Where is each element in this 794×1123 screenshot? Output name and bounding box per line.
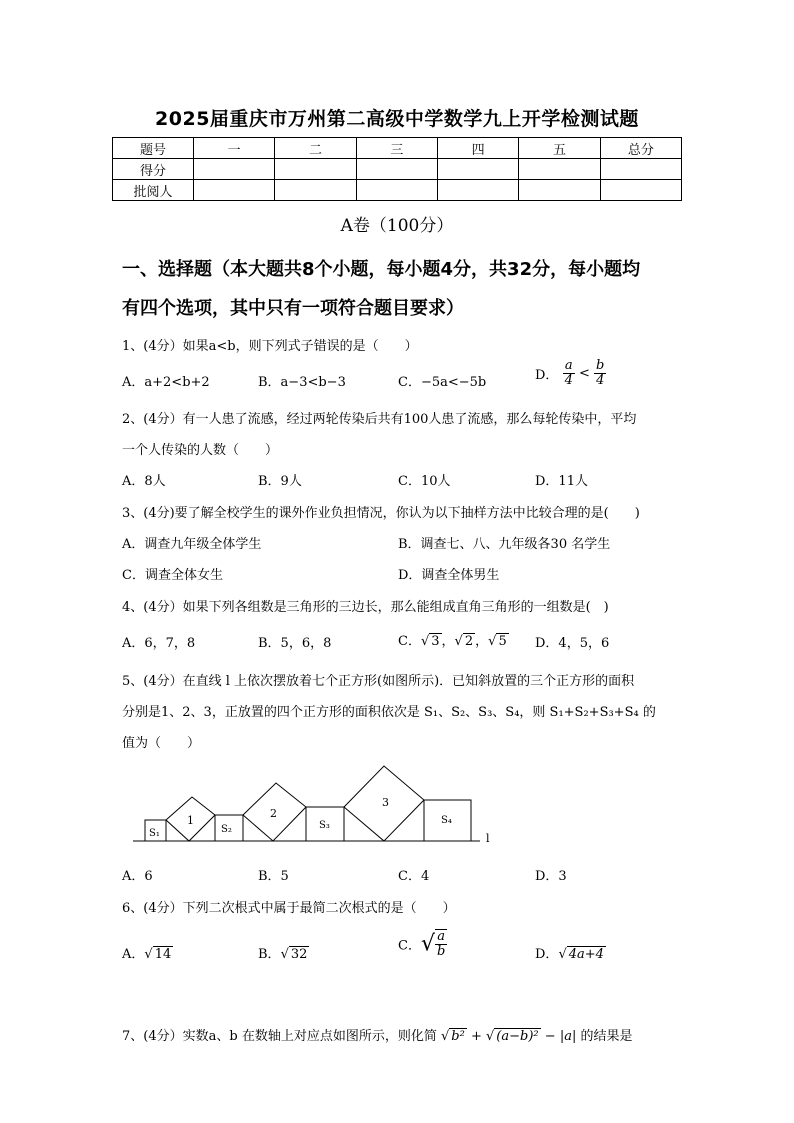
- q3-option-a[interactable]: A．调查九年级全体学生: [122, 537, 262, 552]
- question-4-stem: 4、(4分）如果下列各组数是三角形的三边长，那么能组成直角三角形的一组数是( ): [122, 600, 609, 615]
- q4-option-b[interactable]: B．5，6，8: [258, 636, 332, 651]
- question-1-stem: 1、(4分）如果a<b，则下列式子错误的是（ ）: [122, 339, 418, 354]
- radical: [153, 947, 174, 962]
- denominator: 4: [564, 373, 573, 388]
- sqrt-sign: √: [420, 634, 430, 649]
- question-3-stem: 3、(4分)要了解全校学生的课外作业负担情况，你认为以下抽样方法中比较合理的是( ): [122, 506, 640, 521]
- question-7-stem: [122, 1025, 632, 1044]
- radicand: b²: [451, 1029, 465, 1044]
- volume-heading: A卷（100分）: [340, 216, 454, 236]
- q1-option-b[interactable]: B．a−3<b−3: [258, 375, 346, 390]
- q2-option-b[interactable]: B．9人: [258, 474, 302, 489]
- s1-label: S₁: [149, 828, 160, 839]
- radicand: 5: [498, 634, 507, 649]
- q5-option-c[interactable]: C．4: [398, 869, 430, 884]
- operator: +: [470, 1029, 482, 1044]
- radical: [567, 947, 606, 962]
- sqrt-sign: √: [558, 947, 567, 962]
- q5-option-b[interactable]: B．5: [258, 869, 289, 884]
- question-5-line1: 5、(4分）在直线 l 上依次摆放着七个正方形(如图所示)．已知斜放置的三个正方形的面积: [122, 674, 635, 689]
- s4-label: S₄: [441, 815, 452, 826]
- q6-option-b[interactable]: [258, 943, 309, 962]
- q7-tail-text: 的结果是: [580, 1029, 633, 1044]
- absolute-value: |a|: [559, 1029, 577, 1044]
- radical: [289, 947, 310, 962]
- radicand: 14: [154, 947, 172, 962]
- sqrt-sign: √: [280, 947, 289, 962]
- radical: [449, 1029, 467, 1044]
- page-title: 2025届重庆市万州第二高级中学数学九上开学检测试题: [155, 108, 639, 130]
- q2-option-a[interactable]: A．8人: [122, 474, 166, 489]
- tilted-3-label: 3: [382, 796, 389, 809]
- numerator: a: [563, 359, 575, 374]
- tilted-1-label: 1: [187, 814, 194, 827]
- fraction: [435, 929, 447, 959]
- radicand: 4a+4: [568, 947, 604, 962]
- q6-option-a[interactable]: [122, 943, 173, 962]
- table-cell: 得分: [113, 159, 194, 180]
- table-cell: 批阅人: [113, 180, 194, 201]
- q4-option-d[interactable]: D．4，5，6: [535, 636, 610, 651]
- sqrt-sign: √: [440, 1029, 450, 1044]
- question-5-line2: 分别是1、2、3，正放置的四个正方形的面积依次是 S₁、S₂、S₃、S₄，则 S₁+S₂+S₃+S₄ 的: [122, 705, 656, 720]
- q1-d-label: D．: [535, 368, 559, 383]
- q4-c-label: C．: [398, 634, 421, 649]
- q3-option-d[interactable]: D．调查全体男生: [398, 568, 500, 583]
- q5-option-d[interactable]: D．3: [535, 869, 567, 884]
- numerator: b: [596, 358, 605, 373]
- table-cell: 总分: [600, 138, 681, 159]
- sqrt-sign: √: [488, 634, 497, 649]
- question-6-stem: 6、(4分）下列二次根式中属于最简二次根式的是（ ）: [122, 901, 456, 916]
- denominator: 4: [596, 373, 605, 388]
- q6-d-label: D．: [535, 947, 559, 962]
- tilted-2-label: 2: [270, 807, 277, 820]
- q4-option-a[interactable]: A．6，7，8: [122, 636, 196, 651]
- q5-option-a[interactable]: A．6: [122, 869, 153, 884]
- table-cell: 题号: [113, 138, 194, 159]
- table-cell: 一: [194, 138, 275, 159]
- q2-option-d[interactable]: D．11人: [535, 474, 588, 489]
- q3-option-b[interactable]: B．调查七、八、九年级各30 名学生: [398, 537, 611, 552]
- radicand: 32: [290, 947, 308, 962]
- s2-label: S₂: [221, 824, 232, 835]
- operator: <: [579, 366, 590, 381]
- q6-b-label: B．: [258, 947, 281, 962]
- q1-option-a[interactable]: A．a+2<b+2: [122, 375, 210, 390]
- sqrt-sign: √: [144, 947, 153, 962]
- q6-a-label: A．: [122, 947, 145, 962]
- table-cell: 四: [437, 138, 518, 159]
- question-2-line2: 一个人传染的人数（ ）: [122, 443, 279, 458]
- q6-option-d[interactable]: [535, 943, 606, 962]
- radical: [494, 1029, 540, 1044]
- separator: ，: [475, 634, 489, 649]
- radicand: (a−b)²: [496, 1029, 539, 1044]
- s3-label: S₃: [319, 820, 330, 831]
- denominator: b: [436, 944, 446, 959]
- separator: ，: [441, 634, 455, 649]
- q6-option-c[interactable]: [398, 929, 447, 959]
- table-cell: 五: [519, 138, 600, 159]
- q6-c-label: C．: [398, 938, 421, 954]
- line-label: l: [486, 832, 490, 845]
- question-2-line1: 2、(4分）有一人患了流感，经过两轮传染后共有100人患了流感，那么每轮传染中，平均: [122, 412, 637, 427]
- q3-option-c[interactable]: C．调查全体女生: [122, 568, 223, 583]
- q1-option-c[interactable]: C．−5a<−5b: [398, 375, 487, 390]
- q7-stem-text: 7、(4分）实数a、b 在数轴上对应点如图所示，则化简: [122, 1029, 437, 1044]
- question-5-line3: 值为（ ）: [122, 736, 201, 751]
- table-cell: 二: [275, 138, 356, 159]
- sqrt-sign: √: [420, 931, 435, 957]
- sqrt-sign: √: [454, 634, 463, 649]
- numerator: a: [435, 930, 447, 945]
- sqrt-sign: √: [486, 1029, 495, 1044]
- table-cell: 三: [356, 138, 437, 159]
- radicand: 3: [431, 634, 440, 649]
- operator: −: [544, 1029, 556, 1044]
- section-heading-line1: 一、选择题（本大题共8个小题，每小题4分，共32分，每小题均: [122, 259, 641, 280]
- q2-option-c[interactable]: C．10人: [398, 474, 451, 489]
- section-heading-line2: 有四个选项，其中只有一项符合题目要求）: [122, 298, 464, 319]
- radicand: 2: [464, 634, 474, 649]
